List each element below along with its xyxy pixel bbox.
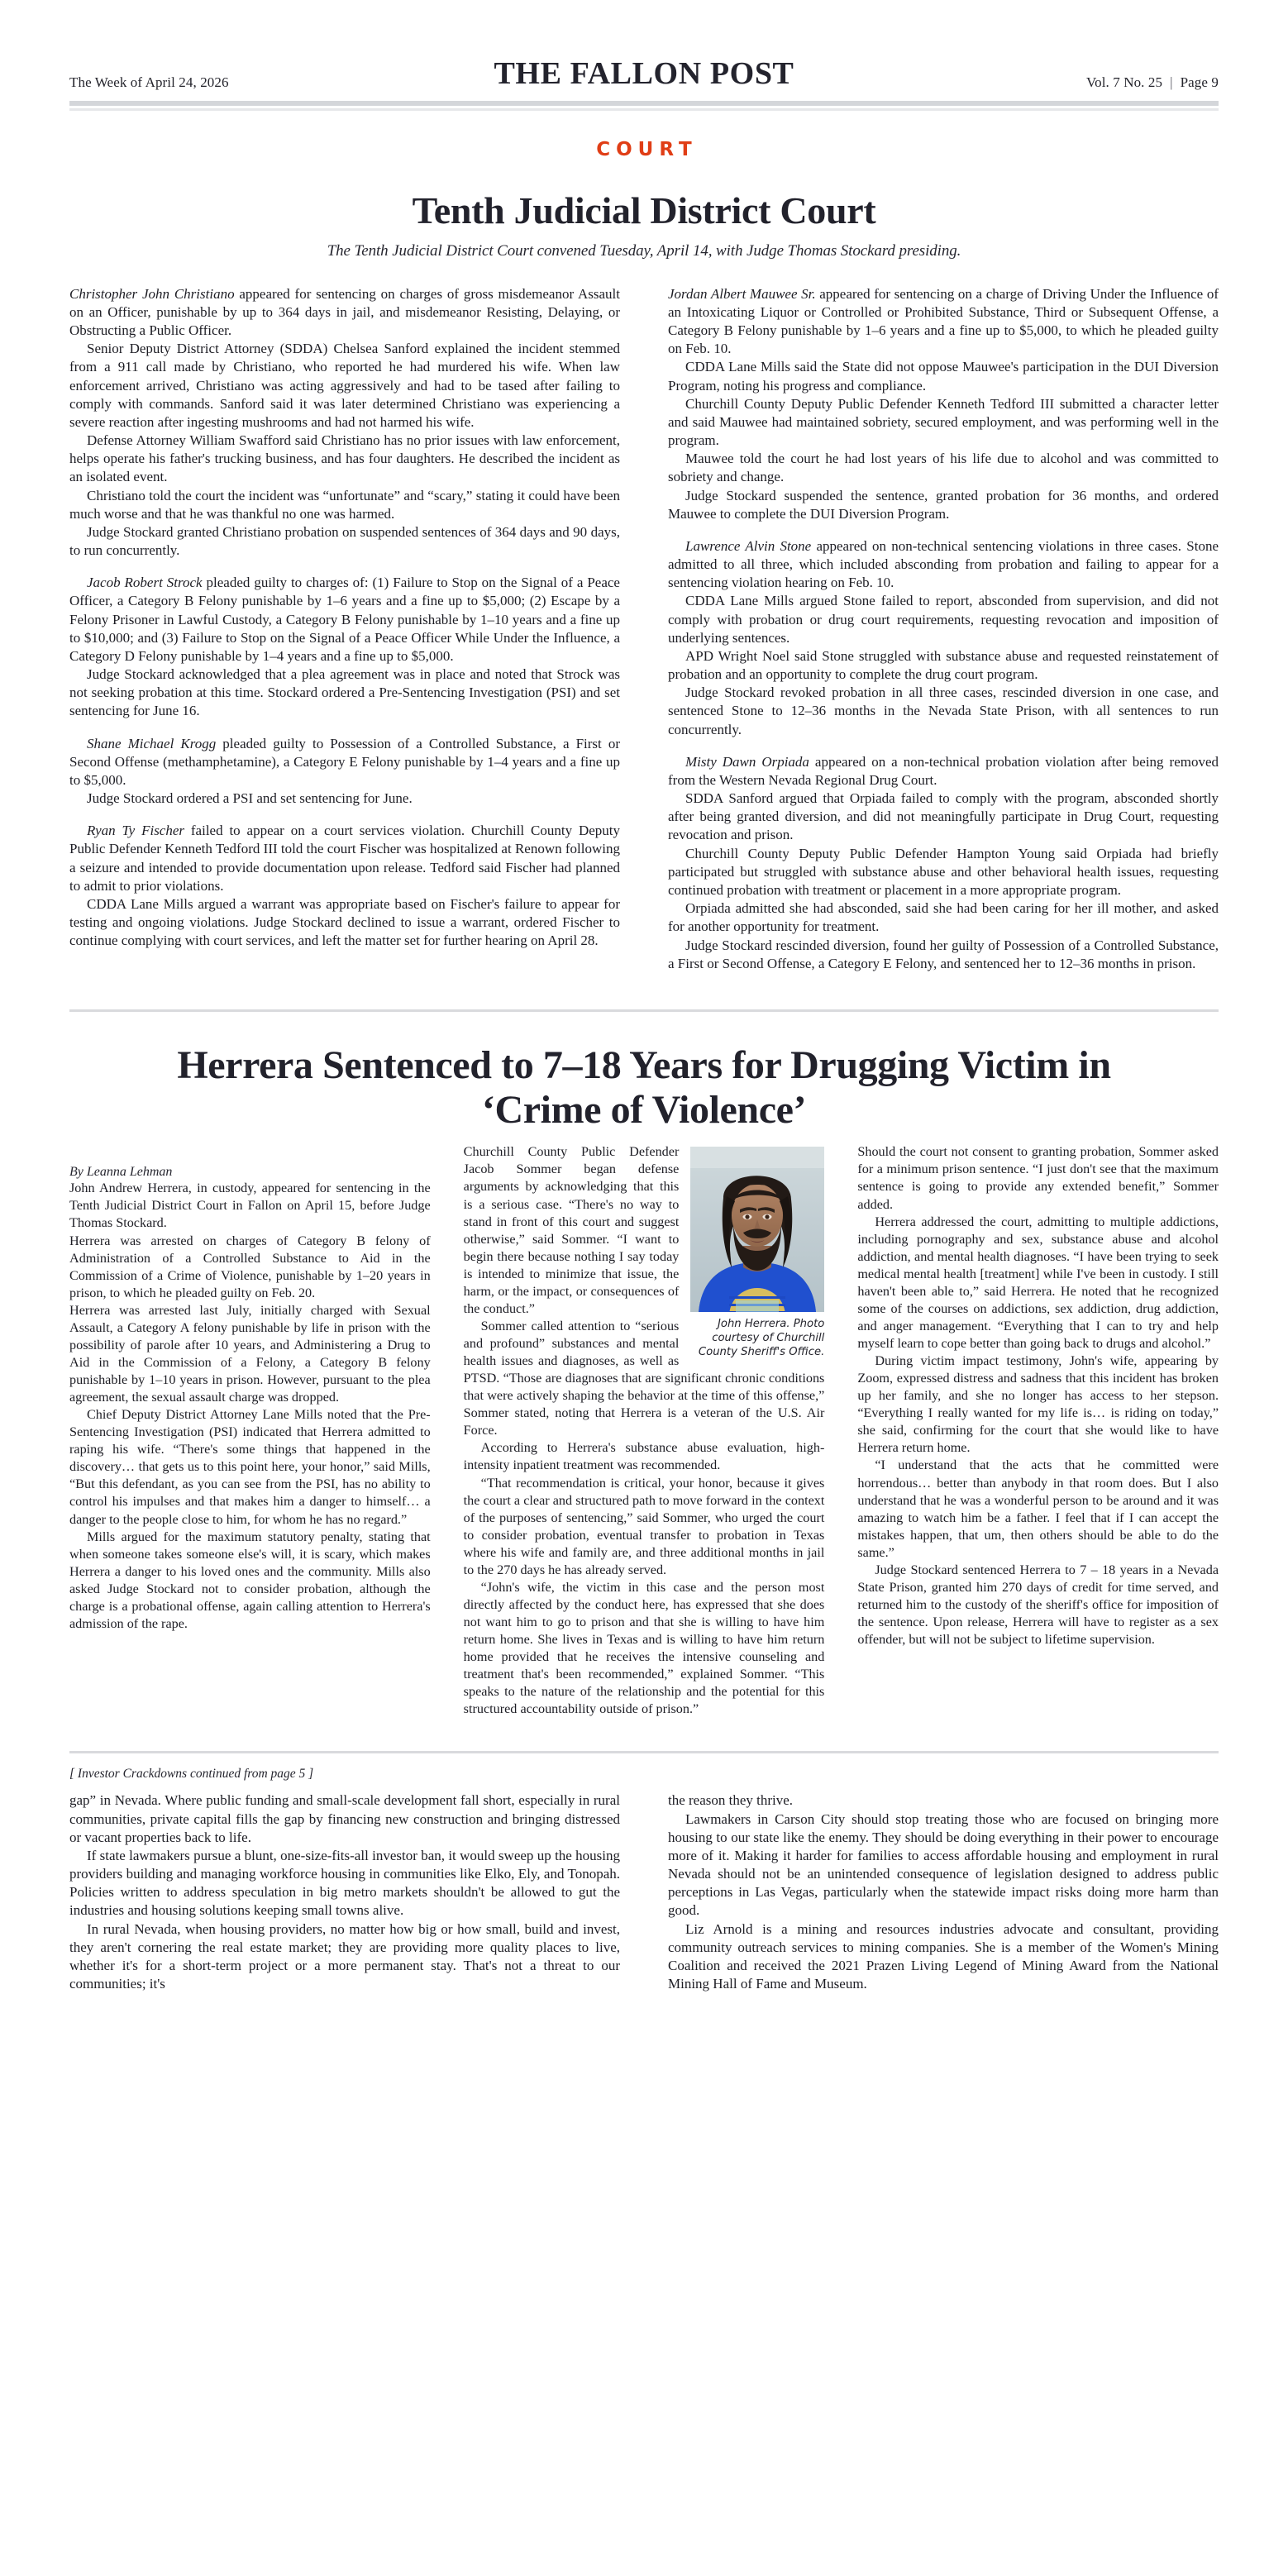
paragraph [69,574,620,665]
paragraph-text: Chief Deputy District Attorney Lane Mills noted that the Pre-Sentencing Investigation (PSI) indicated that Herrera admitted to raping his wife. “There's some things that happened in the discovery… that gets us to this point here, your honor,” said Mills, “But this defendant, as you can see from the PSI, has no ability to control his impulses and that makes him a danger to himself… a danger to the people close to him, for whom he has no regard.” [69,1407,431,1527]
jump-article-columns [69,1791,1219,1993]
paragraph-text: gap” in Nevada. Where public funding and small-scale development fall short, especially in rural communities, private capital fills the gap by financing new construction and bringing distressed or vacant properties back to life. [69,1792,620,1845]
defendant-name-lead: Shane Michael Krogg [87,735,217,751]
paragraph-text: Churchill County Deputy Public Defender Hampton Young said Orpiada had briefly participated but struggled with substance abuse and other behavioral health issues, requesting continued probation with treatment or placement in a more appropriate program. [668,845,1219,898]
herrera-byline: By Leanna Lehman [69,1165,173,1180]
paragraph [668,789,1219,845]
paragraph [668,1791,1219,1810]
paragraph [69,789,620,808]
court-article-deck: The Tenth Judicial District Court convened Tuesday, April 14, with Judge Thomas Stockard presiding. [327,241,961,260]
paragraph-text: CDDA Lane Mills argued Stone failed to report, absconded from supervision, and did not comply with probation or drug court requirements, requesting revocation and imposition of underlying sentences. [668,593,1219,646]
paragraph [668,358,1219,394]
paragraph-text: appeared on a non-technical probation violation after being removed from the Western Nevada Regional Drug Court. [668,753,1219,788]
paragraph [668,1920,1219,1994]
paragraph-text: In rural Nevada, when housing providers, no matter how big or how small, build and invest, they aren't cornering the real estate market; they are providing more quality places to live, whether it's for a short-term project or a more permanent stay. That's not a threat to our communities; it's [69,1920,620,1992]
paragraph [69,340,620,432]
paragraph-text: pleaded guilty to Possession of a Controlled Substance, a First or Second Offense (methamphetamine), a Category E Felony punishable by 1–4 years and a fine up to $5,000. [69,735,620,788]
paragraph-text: appeared for sentencing on a charge of Driving Under the Influence of an Intoxicating Liquor or Controlled or Prohibited Substance, Third or Subsequent Offense, a Category B Felony punishable by 1–6 years and a fine up to $5,000, to which he pleaded guilty on Feb. 10. [668,285,1219,357]
paragraph [668,1810,1219,1920]
paragraph-text: Judge Stockard granted Christiano probation on suspended sentences of 364 days and 90 days, to run concurrently. [69,523,620,559]
paragraph [69,1847,620,1920]
paragraph [69,432,620,487]
paragraph [857,1143,1219,1213]
paragraph-text: appeared for sentencing on charges of gross misdemeanor Assault on an Officer, punishable by up to 364 days in jail, and misdemeanor Resisting, Delaying, or Obstructing a Public Officer. [69,285,620,339]
paragraph [69,1406,431,1528]
paragraph-text: pleaded guilty to charges of: (1) Failure to Stop on the Signal of a Peace Officer, a Category B Felony punishable by 1–6 years and a fine up to $5,000; (2) Escape by a Felony Prisoner in Lawful Custody, a Category B Felony punishable by 1–10 years and a fine up to $10,000; and (3) Failure to Stop on the Signal of a Peace Officer While Under the Influence, a Category D Felony punishable by 1–4 years and a fine up to $5,000. [69,575,620,664]
paragraph-text: “I understand that the acts that he committed were horrendous… better than anybody in that room does. But I also understand that he was a wonderful person to be around and it was amazing to watch him be a father. I feel that if I can accept the mistakes happen, that um, then others should be able to do the same.” [857,1457,1219,1560]
paragraph [668,537,1219,593]
herrera-article-headline: Herrera Sentenced to 7–18 Years for Drugging Victim in ‘Crime of Violence’ [177,1042,1111,1132]
volume-issue: Vol. 7 No. 25 [1085,74,1163,90]
paragraph [464,1439,825,1474]
defendant-name-lead: Lawrence Alvin Stone [685,537,812,554]
paragraph [69,523,620,560]
paragraph [668,647,1219,684]
paragraph-text: Lawmakers in Carson City should stop treating those who are focused on bringing more housing to our state like the enemy. They should be doing everything in their power to encourage more of it. Making it harder for families to access affordable housing and employment in rural Nevada should not be an unintended consequence of legislation designed to address public perceptions in Las Vegas, particularly when the statewide impact risks doing more harm than good. [668,1810,1219,1919]
paragraph-text: Judge Stockard ordered a PSI and set sentencing for June. [87,790,413,807]
masthead-rule-thin [69,108,1219,111]
court-article-headline: Tenth Judicial District Court [412,189,876,231]
paragraph [668,592,1219,647]
paragraph-text: Herrera was arrested on charges of Category B felony of Administration of a Controlled Substance to Aid in the Commission of a Crime of Violence, punishable by 1–20 years in prison, to which he pleaded guilty on Feb. 20. [69,1233,431,1300]
defendant-name-lead: Jordan Albert Mauwee Sr. [668,285,816,302]
herrera-photo-figure [690,1147,824,1359]
paragraph-text: Churchill County Deputy Public Defender Kenneth Tedford III submitted a character letter and said Mauwee had maintained sobriety, secured employment, and was performing well in the program. [668,395,1219,449]
paragraph [69,1233,431,1302]
paragraph [69,285,620,341]
paragraph [857,1457,1219,1561]
page-number: Page 9 [1180,74,1219,90]
paragraph [857,1214,1219,1353]
paragraph-text: Judge Stockard revoked probation in all three cases, rescinded diversion in one case, and sentenced Stone to 12–36 months in the Nevada State Prison, with all sentences to run concurrently. [668,685,1219,737]
court-column-left [69,285,620,973]
jump-column-left [69,1791,620,1993]
paragraph-text: APD Wright Noel said Stone struggled with substance abuse and requested reinstatement of probation and an opportunity to complete the drug court program. [668,647,1219,683]
herrera-article-header [69,1043,1219,1133]
jump-column-right [668,1791,1219,1993]
paragraph [857,1352,1219,1457]
paragraph-text: Mauwee told the court he had lost years of his life due to alcohol and was committed to sobriety and change. [668,451,1219,485]
paragraph [668,684,1219,739]
paragraph-text: Defense Attorney William Swafford said Christiano has no prior issues with law enforcement, helps operate his father's trucking business, and has four daughters. He described the incident as an isolated event. [69,432,620,485]
paragraph-text: Mills argued for the maximum statutory penalty, stating that when someone takes someone else's will, it is scary, which makes Herrera a danger to his loved ones and the community. Mills also asked Judge Stockard not to consider probation, although the charge is a probational offense, again calling attention to Herrera's admission of the rape. [69,1529,431,1631]
paragraph [69,1529,431,1633]
paragraph-text: Judge Stockard sentenced Herrera to 7 – 18 years in a Nevada State Prison, granted him 270 days of credit for time served, and returned him to the custody of the sheriff's office for imposition of the sentence. Upon release, Herrera will have to register as a sex offender, but will not be subject to lifetime supervision. [857,1562,1219,1648]
defendant-name-lead: Jacob Robert Strock [87,575,203,591]
paragraph-text: appeared on non-technical sentencing violations in three cases. Stone admitted to all three, which included absconding from probation and failing to appear for a sentencing violation hearing on Feb. 10. [668,537,1219,591]
paragraph-text: Judge Stockard suspended the sentence, granted probation for 36 months, and ordered Mauwee to complete the DUI Diversion Program. [668,487,1219,522]
paragraph [69,1791,620,1847]
paragraph [69,1920,620,1994]
paragraph [857,1562,1219,1648]
paragraph-text: CDDA Lane Mills argued a warrant was appropriate based on Fischer's failure to appear for testing and ongoing violations. Judge Stockard declined to issue a warrant, ordered Fischer to continue complying with court services, and left the matter set for further hearing on April 28. [69,896,620,949]
paragraph [69,822,620,895]
paragraph-text: “John's wife, the victim in this case and the person most directly affected by the conduct here, has expressed that she does not want him to go to prison and that she is willing to have him return home. She lives in Texas and is willing to have him return home provided that he receives the intensive counseling and treatment that's been recommended,” explained Sommer. “This speaks to the nature of the relationship and the potential for this structured accountability outside of prison.” [463,1579,825,1717]
paragraph-text: Christiano told the court the incident was “unfortunate” and “scary,” stating it could have been much worse and that he was thankful no one was harmed. [69,487,620,522]
jump-continued-note: [ Investor Crackdowns continued from page 5 ] [69,1767,314,1782]
defendant-name-lead: Ryan Ty Fischer [87,823,185,839]
paragraph [668,937,1219,973]
masthead-date: The Week of April 24, 2026 [69,74,229,90]
paragraph [668,285,1219,359]
paragraph-text: During victim impact testimony, John's wife, appearing by Zoom, expressed distress and sadness that this incident has broken up her family, and she no longer has access to her stepson. “Everything I really wanted for my life is… is riding on today,” she said, confirming for the court that she would like to have Herrera return home. [857,1353,1219,1456]
paragraph [69,1302,431,1406]
defendant-name-lead: Misty Dawn Orpiada [685,753,809,770]
paragraph-text: Should the court not consent to granting probation, Sommer asked for a minimum prison sentence. “I just don't see that the maximum sentence is going to provide any extended benefit,” Sommer added. [857,1144,1219,1212]
paragraph-text: the reason they thrive. [668,1792,794,1809]
mugshot-illustration [690,1147,824,1312]
herrera-column-3 [857,1143,1219,1718]
court-article-columns [69,285,1219,973]
paragraph-text: John Andrew Herrera, in custody, appeared for sentencing in the Tenth Judicial District Court in Fallon on April 15, before Judge Thomas Stockard. [69,1181,431,1231]
paragraph-text: Churchill County Public Defender Jacob Sommer began defense arguments by acknowledging that this is a serious case. “There's no way to stand in front of this court and suggest otherwise,” said Sommer. “I want to begin there because nothing I say today is intended to minimize that issue, the harm, or the impact, or consequences of the conduct.” [463,1144,680,1316]
paragraph [69,1180,431,1232]
herrera-column-1 [69,1143,431,1718]
paragraph [668,753,1219,789]
article-divider [69,1009,1219,1012]
paragraph-text: Liz Arnold is a mining and resources industries advocate and consultant, providing community outreach services to mining companies. She is a member of the Women's Mining Coalition and received the 2021 Prazen Living Legend of Mining Award from the National Mining Hall of Fame and Museum. [668,1920,1219,1992]
section-label: COURT [596,139,698,160]
paragraph-text: Judge Stockard acknowledged that a plea agreement was in place and noted that Strock was not seeking probation at this time. Stockard ordered a Pre-Sentencing Investigation (PSI) and set sentencing for June 16. [69,666,620,719]
paragraph-text: Herrera addressed the court, admitting to multiple addictions, including pornography and sex, substance abuse and alcohol addiction, and mental health diagnoses. “I have been trying to seek medical mental health [treatment] while I've been in custody. I still haven't been able to,” said Herrera. He noted that he recognized some of the courses on addictions, sex addiction, drug addiction, and anger management. “Everything that I can to try and help myself learn to cope better than going back to drugs and alcohol.” [857,1214,1219,1352]
masthead-separator: | [1170,74,1173,90]
paragraph-text: SDDA Sanford argued that Orpiada failed to comply with the program, absconded shortly after being granted diversion, and did not meaningfully participate in Drug Court, requesting revocation and prison. [668,790,1219,843]
paragraph [668,450,1219,486]
defendant-name-lead: Christopher John Christiano [69,285,235,302]
paragraph-text: According to Herrera's substance abuse evaluation, high-intensity inpatient treatment was recommended. [463,1440,825,1473]
masthead [69,58,1219,98]
paragraph-text: “That recommendation is critical, your honor, because it gives the court a clear and structured path to move forward in the context of the purposes of sentencing,” said Sommer, who urged the court to consider probation, eventual transfer to probation in Texas where his wife and family are, and three additional months in jail to the 270 days he has already served. [463,1475,825,1577]
paragraph [69,665,620,721]
jump-divider [69,1751,1219,1753]
newspaper-title: THE FALLON POST [494,56,794,91]
paragraph [668,395,1219,451]
paragraph-text: failed to appear on a court services violation. Churchill County Deputy Public Defender Kenneth Tedford III told the court Fischer was hospitalized at Renown following a seizure and intended to provide documentation upon release. Tedford said Fischer had planned to admit to prior violations. [69,823,620,894]
paragraph-text: Judge Stockard rescinded diversion, found her guilty of Possession of a Controlled Substance, a First or Second Offense, a Category E Felony, and sentenced her to 12–36 months in prison. [668,937,1219,971]
john-herrera-mugshot [690,1147,824,1312]
paragraph-text: Orpiada admitted she had absconded, said she had been caring for her ill mother, and asked for another opportunity for treatment. [668,900,1219,935]
court-article-header [69,190,1219,260]
masthead-issue-info [828,74,1219,91]
court-column-right [668,285,1219,973]
herrera-column-2 [464,1143,825,1718]
paragraph [69,735,620,790]
herrera-column-3-body [857,1143,1219,1648]
herrera-photo-caption: John Herrera. Photo courtesy of Churchill County Sheriff's Office. [698,1318,825,1358]
paragraph [69,895,620,951]
paragraph-text: Sommer called attention to “serious and profound” substances and mental health issues and diagnoses, as well as PTSD. “Those are diagnoses that are significant chronic conditions that were actively shaping the behavior at the time of this offense,” Sommer stated, noting that Herrera is a veteran of the U.S. Air Force. [463,1318,825,1438]
paragraph-text: Herrera was arrested last July, initially charged with Sexual Assault, a Category A felony punishable by life in prison with the possibility of parole after 10 years, and Administering a Drug to Aid in the Commission of a Felony, a Category B felony punishable by 1–10 years in prison. However, pursuant to the plea agreement, the sexual assault charge was dropped. [69,1302,431,1405]
paragraph-text: If state lawmakers pursue a blunt, one-size-fits-all investor ban, it would sweep up the housing providers building and managing workforce housing in communities like Elko, Ely, and Tonopah. Policies written to address speculation in big metro markets shouldn't be allowed to gut the industries and housing solutions keeping small towns alive. [69,1847,620,1919]
paragraph-text: Senior Deputy District Attorney (SDDA) Chelsea Sanford explained the incident stemmed from a 911 call made by Christiano, who reported he had murdered his wife. When law enforcement arrived, Christiano was acting aggressively and had to be tased after failing to comply with commands. Sanford said it was later determined Christiano was experiencing a severe reaction after ingesting mushrooms and had not harmed his wife. [69,341,620,430]
paragraph [69,487,620,523]
paragraph-text: CDDA Lane Mills said the State did not oppose Mauwee's participation in the DUI Diversion Program, noting his progress and compliance. [668,359,1219,394]
paragraph [668,845,1219,900]
paragraph [668,899,1219,936]
paragraph [464,1475,825,1579]
herrera-article-columns [69,1143,1219,1718]
paragraph [668,487,1219,523]
masthead-rule-thick [69,101,1219,106]
herrera-column-1-body [69,1180,431,1633]
paragraph [464,1579,825,1719]
